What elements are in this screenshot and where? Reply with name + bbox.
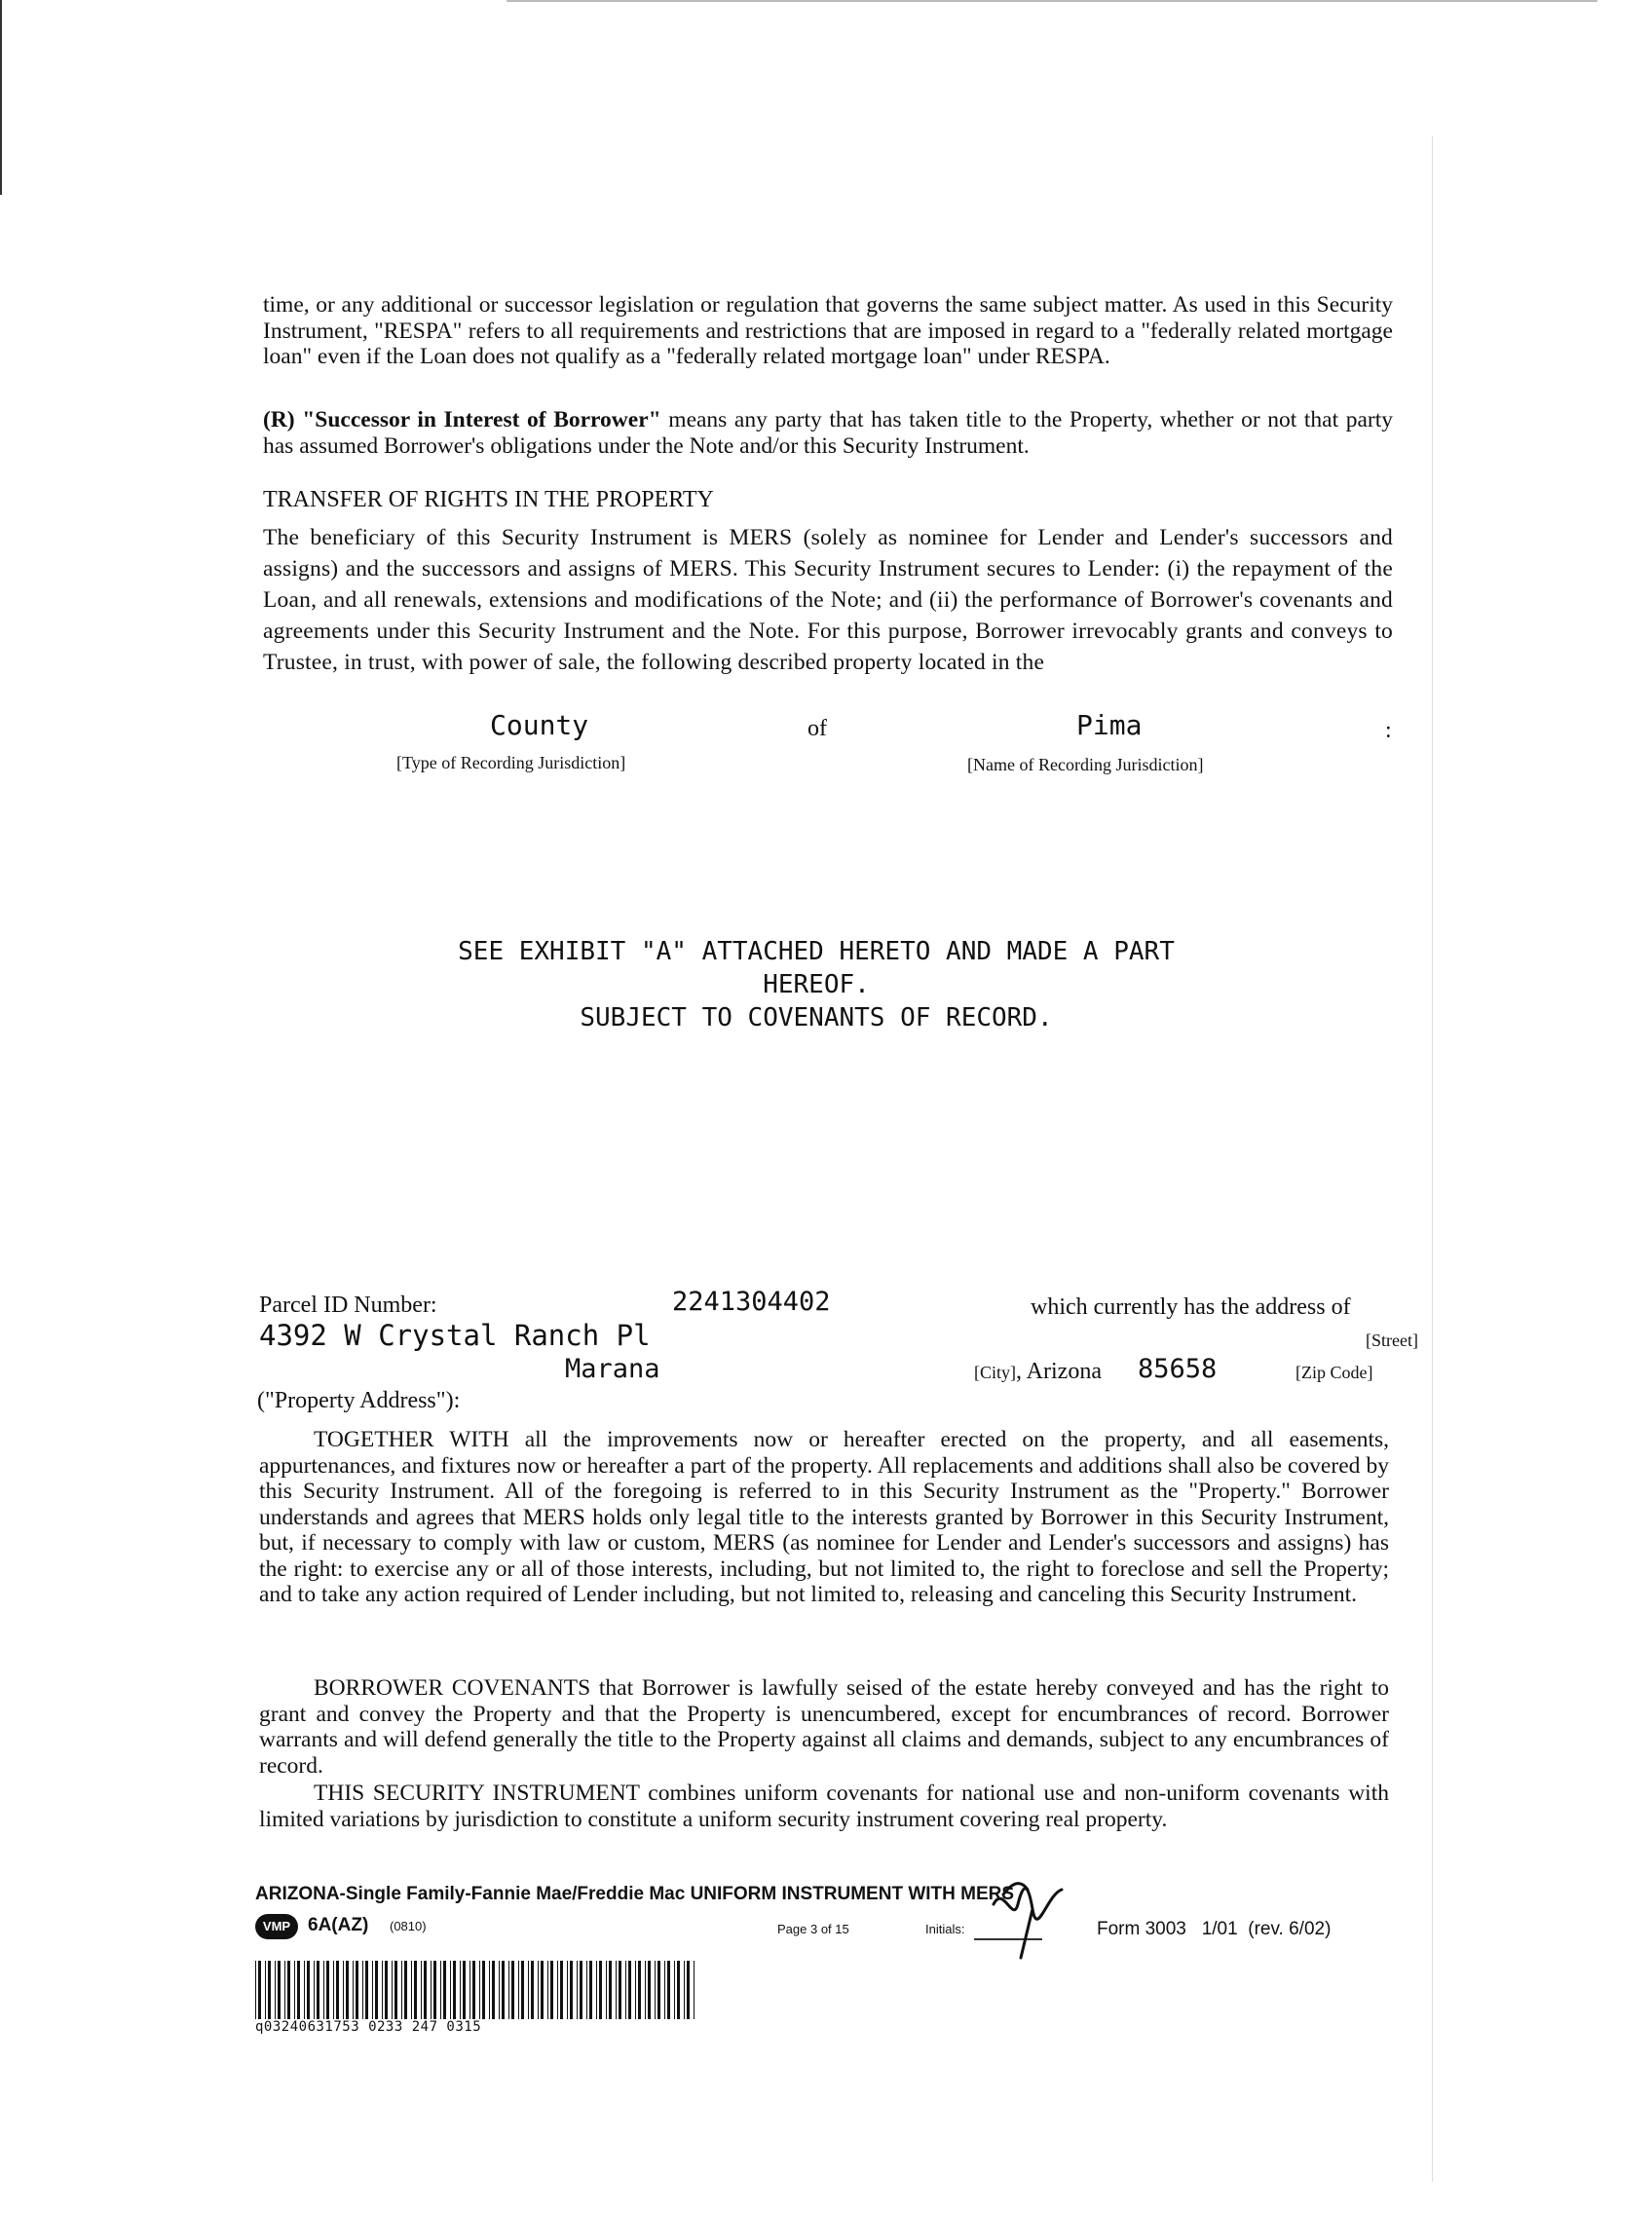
parcel-id-label: Parcel ID Number: <box>259 1293 437 1318</box>
zip-code: 85658 <box>1138 1354 1218 1384</box>
address-intro: which currently has the address of <box>1031 1294 1351 1320</box>
jurisdiction-name: Pima <box>1076 709 1143 741</box>
para-r-text: means any party that has taken title to the Property, whether or not that party has assumed Borrower's obligations under the Note and/or this Security Instrument. <box>263 407 1393 459</box>
scan-edge-line <box>0 0 2 195</box>
form-code-date: (0810) <box>390 1919 427 1933</box>
jurisdiction-of: of <box>807 716 827 741</box>
initials-label: Initials: <box>925 1922 965 1936</box>
transfer-heading: TRANSFER OF RIGHTS IN THE PROPERTY <box>263 487 714 512</box>
street-address: 4392 W Crystal Ranch Pl <box>259 1319 651 1352</box>
transfer-paragraph: The beneficiary of this Security Instrument is MERS (solely as nominee for Lender and Lender's successors and assigns) and the successors and assigns of MERS. This Security Instrument secures to Lender: (i) the repayment of the Loan, and all renewals, extensions and modifications of the Note; and (ii) the performance of Borrower's covenants and agreements under this Security Instrument and the Note. For this purpose, Borrower irrevocably grants and conveys to Trustee, in trust, with power of sale, the following described property located in the <box>263 525 1393 675</box>
property-address-label: ("Property Address"): <box>257 1388 461 1413</box>
jurisdiction-name-caption: [Name of Recording Jurisdiction] <box>967 755 1204 774</box>
city: Marana <box>565 1354 660 1384</box>
form-number: Form 3003 1/01 (rev. 6/02) <box>1097 1919 1332 1939</box>
scan-right-line <box>1432 136 1433 2182</box>
exhibit-block <box>397 935 1235 1034</box>
para-r <box>263 407 1393 459</box>
borrower-covenants-paragraph: BORROWER COVENANTS that Borrower is lawfully seised of the estate hereby conveyed and has the right to grant and convey the Property and that the Property is unencumbered, except for encumbrances of record. Borrower warrants and will defend generally the title to the Property against all claims and demands, subject to any encumbrances of record. <box>259 1675 1389 1779</box>
para-q-continued: time, or any additional or successor legislation or regulation that governs the same subject matter. As used in this Security Instrument, "RESPA" refers to all requirements and restrictions that are imposed in regard to a "federally related mortgage loan" even if the Loan does not qualify as a "federally related mortgage loan" under RESPA. <box>263 292 1393 369</box>
together-with-paragraph: TOGETHER WITH all the improvements now or hereafter erected on the property, and all easements, appurtenances, and fixtures now or hereafter a part of the property. All replacements and additions shall also be covered by this Security Instrument. All of the foregoing is referred to in this Security Instrument as the "Property." Borrower understands and agrees that MERS holds only legal title to the interests granted by Borrower in this Security Instrument, but, if necessary to comply with law or custom, MERS (as nominee for Lender and Lender's successors and assigns) has the right: to exercise any or all of those interests, including, but not limited to, the right to foreclose and sell the Property; and to take any action required of Lender including, but not limited to, releasing and canceling this Security Instrument. <box>259 1427 1389 1607</box>
exhibit-line-2: SUBJECT TO COVENANTS OF RECORD. <box>580 1003 1053 1032</box>
vmp-logo: VMP <box>255 1914 298 1939</box>
scan-top-line <box>507 0 1597 2</box>
zip-caption: [Zip Code] <box>1295 1363 1373 1382</box>
city-caption: [City] <box>974 1363 1016 1382</box>
para-r-label: (R) "Successor in Interest of Borrower" <box>263 407 661 432</box>
initials-signature-icon <box>974 1865 1091 1972</box>
barcode-icon <box>255 1961 699 2019</box>
barcode-number: q03240631753 0233 247 0315 <box>255 2019 482 2035</box>
jurisdiction-type: County <box>490 709 589 741</box>
city-state <box>974 1359 1102 1385</box>
page-number: Page 3 of 15 <box>777 1922 849 1936</box>
state-text: , Arizona <box>1016 1359 1102 1384</box>
jurisdiction-colon: : <box>1385 718 1392 743</box>
form-title: ARIZONA-Single Family-Fannie Mae/Freddie Mac UNIFORM INSTRUMENT WITH MERS <box>255 1884 1015 1904</box>
street-caption: [Street] <box>1366 1331 1418 1350</box>
exhibit-line-1: SEE EXHIBIT "A" ATTACHED HERETO AND MADE A PART HEREOF. <box>458 937 1175 999</box>
this-security-instrument-paragraph: THIS SECURITY INSTRUMENT combines uniform covenants for national use and non-uniform covenants with limited variations by jurisdiction to constitute a uniform security instrument covering real property. <box>259 1781 1389 1832</box>
parcel-id-number: 2241304402 <box>672 1287 831 1317</box>
form-code: 6A(AZ) <box>308 1915 369 1935</box>
jurisdiction-type-caption: [Type of Recording Jurisdiction] <box>396 753 626 772</box>
